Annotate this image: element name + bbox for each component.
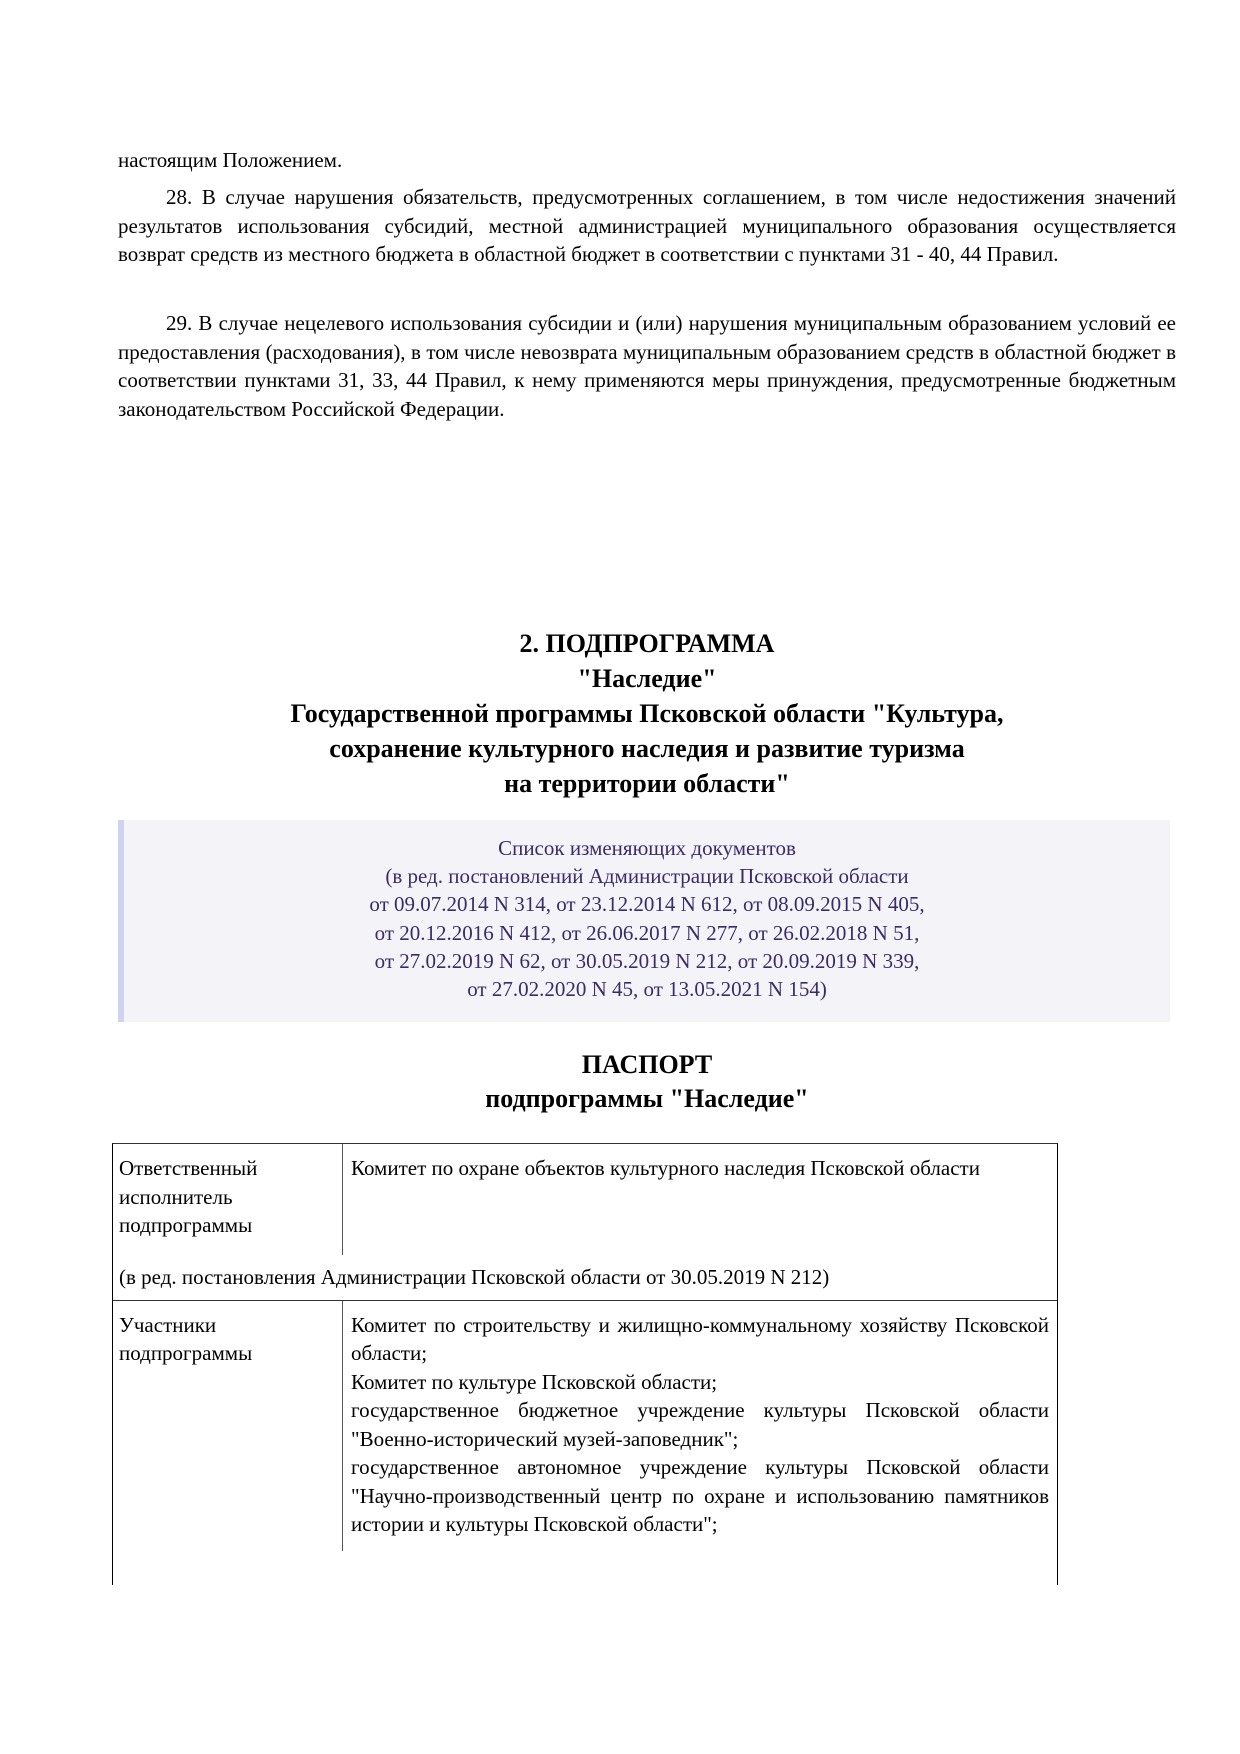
section-heading-line: Государственной программы Псковской области "Культура, bbox=[290, 699, 1004, 728]
passport-title: ПАСПОРТ bbox=[581, 1050, 713, 1079]
section-heading-line: "Наследие" bbox=[577, 664, 717, 693]
table-cell-label: Ответственный исполнитель подпрограммы bbox=[113, 1144, 343, 1255]
participant-item: Комитет по строительству и жилищно-коммунальному хозяйству Псковской области; bbox=[351, 1312, 1049, 1365]
amendments-box bbox=[118, 820, 1170, 1022]
continuation-text: настоящим Положением. bbox=[118, 148, 343, 172]
amendments-line: от 27.02.2020 N 45, от 13.05.2021 N 154) bbox=[467, 977, 827, 1002]
amendments-line: (в ред. постановлений Администрации Псковской области bbox=[385, 864, 909, 889]
section-heading-line: сохранение культурного наследия и развитие туризма bbox=[329, 734, 965, 763]
amendments-title: Список изменяющих документов bbox=[498, 836, 796, 860]
paragraph-28 bbox=[118, 183, 1176, 269]
passport-heading bbox=[118, 1048, 1176, 1116]
section-heading-line: на территории области" bbox=[504, 769, 790, 798]
table-row-responsible bbox=[113, 1144, 1057, 1255]
participant-item: Комитет по культуре Псковской области; bbox=[351, 1369, 718, 1394]
table-cell-value: Комитет по охране объектов культурного наследия Псковской области bbox=[351, 1156, 980, 1180]
passport-table bbox=[112, 1143, 1058, 1585]
amendments-line: от 20.12.2016 N 412, от 26.06.2017 N 277, от 26.02.2018 N 51, bbox=[374, 920, 920, 945]
participant-item: государственное бюджетное учреждение культуры Псковской области "Военно-исторический музей-заповедник"; bbox=[351, 1398, 1049, 1451]
paragraph-28-text: 28. В случае нарушения обязательств, предусмотренных соглашением, в том числе недостижения значений результатов использования субсидий, местной администрацией муниципального образования осуществляется возврат средств из местного бюджета в областной бюджет в соответствии с пунктами 31 - 40, 44 Правил. bbox=[118, 185, 1176, 266]
amendments-line: от 27.02.2019 N 62, от 30.05.2019 N 212, от 20.09.2019 N 339, bbox=[374, 948, 920, 973]
continuation-paragraph bbox=[118, 146, 1176, 175]
passport-subtitle: подпрограммы "Наследие" bbox=[485, 1084, 809, 1113]
table-row-note bbox=[113, 1255, 1057, 1300]
paragraph-29-text: 29. В случае нецелевого использования субсидии и (или) нарушения муниципальным образованием условий ее предоставления (расходования), в том числе невозврата муниципальным образованием средств в областной бюджет в соответствии пунктами 31, 33, 44 Правил, к нему применяются меры принуждения, предусмотренные бюджетным законодательством Российской Федерации. bbox=[118, 311, 1176, 421]
table-note: (в ред. постановления Администрации Псковской области от 30.05.2019 N 212) bbox=[119, 1265, 830, 1289]
table-cell-label: Участники подпрограммы bbox=[113, 1301, 343, 1551]
table-cell-value bbox=[343, 1301, 1057, 1551]
table-row-participants bbox=[113, 1300, 1057, 1551]
section-heading-line: 2. ПОДПРОГРАММА bbox=[519, 629, 775, 658]
amendments-line: от 09.07.2014 N 314, от 23.12.2014 N 612, от 08.09.2015 N 405, bbox=[369, 892, 925, 917]
paragraph-29 bbox=[118, 309, 1176, 423]
section-heading bbox=[118, 626, 1176, 801]
participant-item: государственное автономное учреждение культуры Псковской области "Научно-производственный центр по охране и использованию памятников истории и культуры Псковской области"; bbox=[351, 1455, 1049, 1536]
